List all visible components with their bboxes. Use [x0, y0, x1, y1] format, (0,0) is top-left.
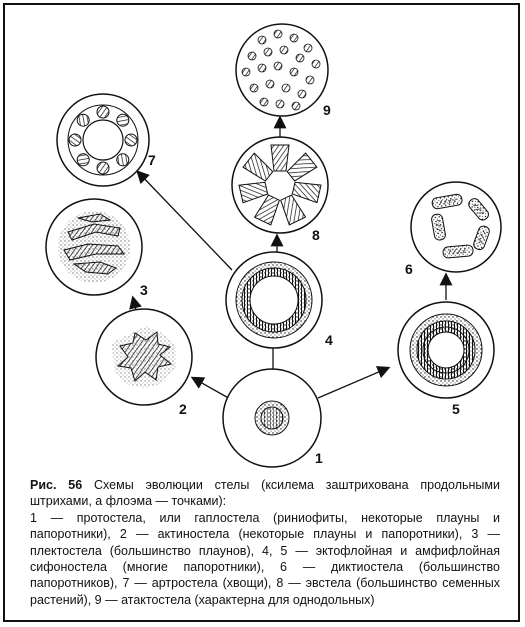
stele-3-plectostele: [46, 199, 148, 298]
arrow-1-to-2: [193, 378, 232, 400]
arrow-1-to-5: [318, 368, 388, 398]
caption-text: Схемы эволюции стелы (ксилема заштрихована продольными штрихами, а флоэма — точками):: [30, 478, 500, 509]
figure-caption: [30, 477, 500, 608]
label-8: 8: [312, 227, 320, 243]
label-6: 6: [405, 261, 413, 277]
label-3: 3: [140, 282, 148, 298]
arrow-4-to-7: [138, 172, 232, 270]
stele-7-arthrostele: [57, 94, 156, 186]
label-5: 5: [452, 401, 460, 417]
label-7: 7: [148, 152, 156, 168]
label-1: 1: [315, 450, 323, 466]
stele-1-protostele: [223, 369, 323, 467]
stele-9-atactostele: [236, 24, 331, 118]
stele-8-eustele: [232, 137, 328, 243]
stele-4-ectophloic-siphonostele: [226, 252, 333, 348]
caption-label: Рис. 56: [30, 478, 83, 492]
caption-legend: 1 — протостела, или гаплостела (риниофиты, некоторые плауны и папоротники), 2 — актиностела (некоторые плауны и папоротники), 3 — плектостела (большинство плаунов), 4, 5 — эктофлойная и амфифлойная сифоностела (многие папоротники), 6 — диктиостела (большинство папоротников), 7 — артростела (хвощи), 8 — эвстела (большинство семенных растений), 9 — атактостела (характерна для однодольных): [30, 510, 500, 607]
label-2: 2: [179, 401, 187, 417]
stele-2-actinostele: [96, 309, 192, 417]
stele-5-amphiphloic-siphonostele: [398, 302, 494, 417]
label-4: 4: [325, 332, 333, 348]
stele-6-dictyostele: [405, 182, 501, 277]
label-9: 9: [323, 102, 331, 118]
